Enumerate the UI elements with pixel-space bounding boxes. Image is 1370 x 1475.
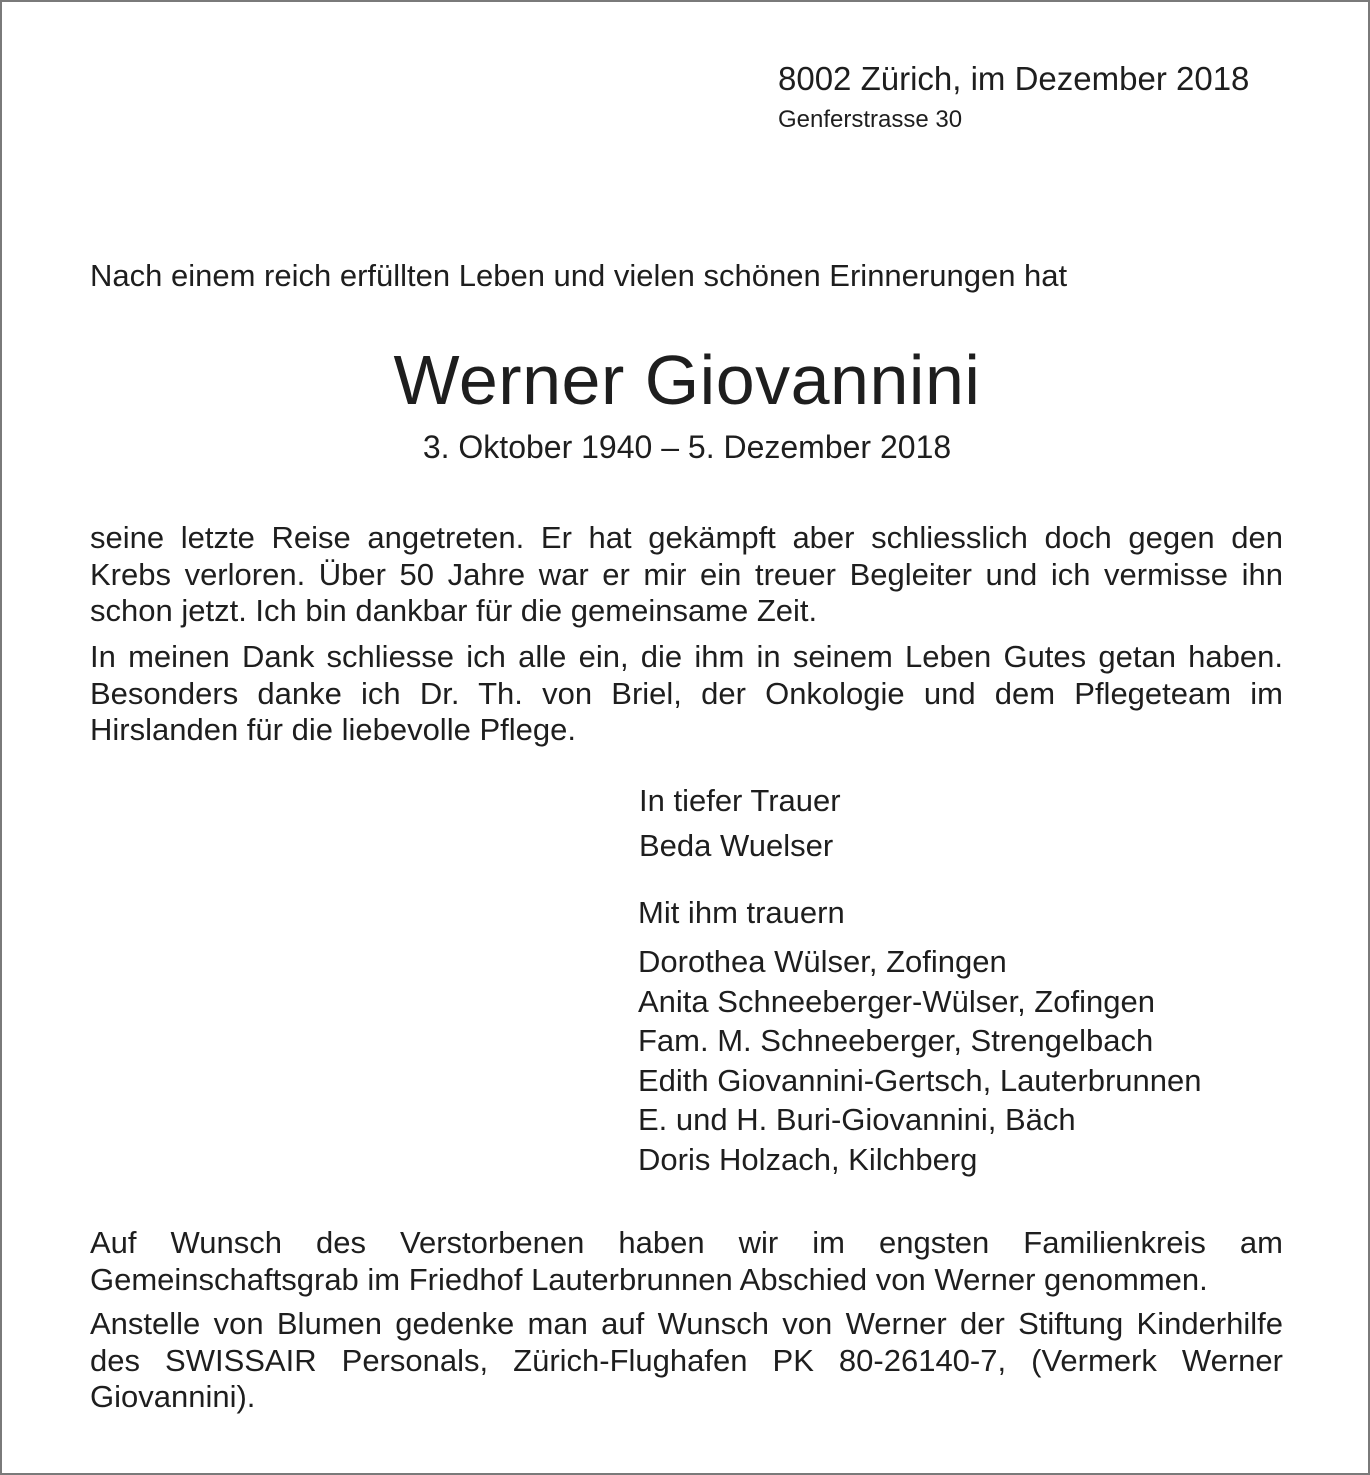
life-dates: 3. Oktober 1940 – 5. Dezember 2018 (422, 429, 952, 465)
mourner-item: Doris Holzach, Kilchberg (638, 1141, 978, 1177)
signature-name: Beda Wuelser (639, 828, 834, 863)
footer-paragraph-1: Auf Wunsch des Verstorbenen haben wir im engsten Familienkreis am Gemeinschaftsgrab im Friedhof Lauterbrunnen Abschied von Werner genommen. (90, 1225, 1283, 1297)
mourner-item: Anita Schneeberger-Wülser, Zofingen (638, 983, 1155, 1019)
body-paragraph-2: In meinen Dank schliesse ich alle ein, die ihm in seinem Leben Gutes getan haben. Besonders danke ich Dr. Th. von Briel, der Onkologie und dem Pflegeteam im Hirslanden für die liebevolle Pflege. (90, 639, 1283, 747)
place-date: 8002 Zürich, im Dezember 2018 (778, 60, 1250, 97)
mourner-item: Dorothea Wülser, Zofingen (638, 944, 1007, 979)
signature-closing: In tiefer Trauer (639, 783, 841, 818)
mourners-heading: Mit ihm trauern (638, 895, 845, 930)
deceased-name: Werner Giovannini (393, 341, 981, 419)
intro-line: Nach einem reich erfüllten Leben und vielen schönen Erinnerungen hat (90, 258, 1068, 293)
body-paragraph-1: seine letzte Reise angetreten. Er hat gekämpft aber schliesslich doch gegen den Krebs verloren. Über 50 Jahre war er mir ein treuer Begleiter und ich vermisse ihn schon jetzt. Ich bin dankbar für die gemeinsame Zeit. (90, 520, 1283, 628)
mourner-item: Fam. M. Schneeberger, Strengelbach (638, 1023, 1154, 1058)
mourner-item: E. und H. Buri-Giovannini, Bäch (638, 1102, 1076, 1137)
mourners-list (638, 942, 1202, 1179)
footer-paragraph-2: Anstelle von Blumen gedenke man auf Wunsch von Werner der Stiftung Kinderhilfe des SWISSAIR Personals, Zürich-Flughafen PK 80-26140-7, (Vermerk Werner Giovannini). (90, 1306, 1283, 1414)
street-address: Genferstrasse 30 (778, 106, 963, 133)
mourner-item: Edith Giovannini-Gertsch, Lauterbrunnen (638, 1062, 1202, 1098)
